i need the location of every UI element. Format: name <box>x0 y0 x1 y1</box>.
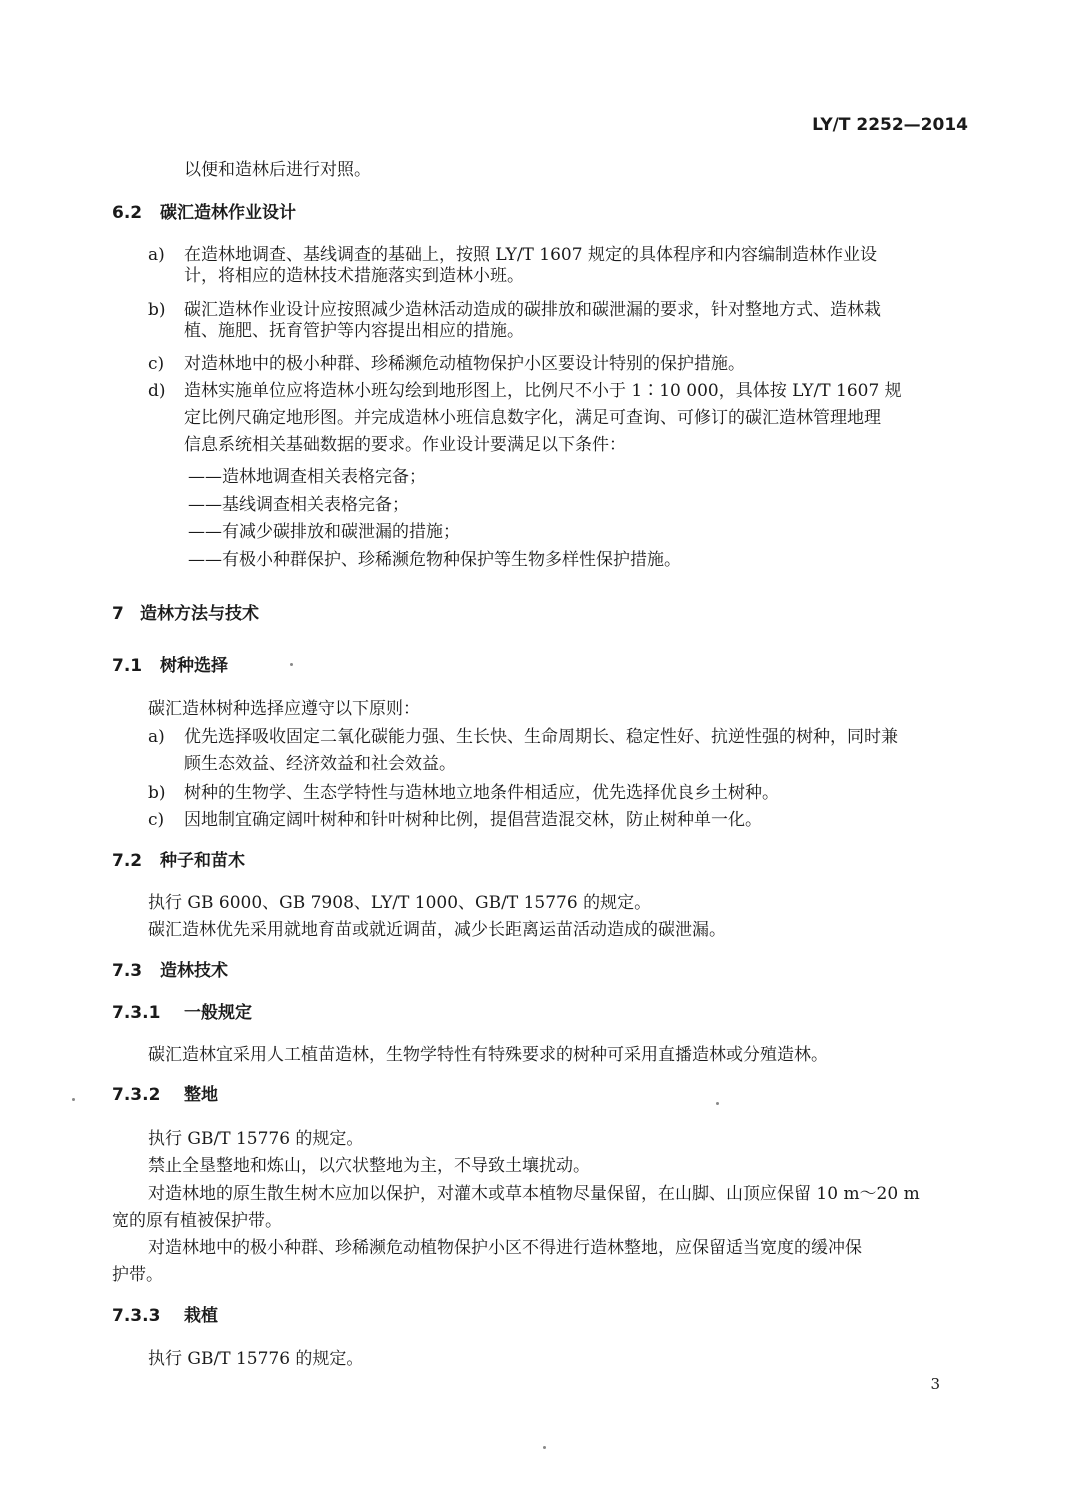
item-label: d) <box>148 381 166 401</box>
item-label: c) <box>148 354 165 374</box>
dash-item: ——造林地调查相关表格完备； <box>188 467 426 487</box>
paragraph: 执行 GB 6000、GB 7908、LY/T 1000、GB/T 15776 的规定。 <box>148 893 652 913</box>
section-number: 7.3.3 <box>112 1306 161 1326</box>
paragraph: 对造林地的原生散生树木应加以保护，对灌木或草本植物尽量保留，在山脚、山顶应保留 10 m～20 m <box>148 1184 920 1204</box>
section-heading-7-1 <box>112 656 228 677</box>
paragraph: 碳汇造林树种选择应遵守以下原则： <box>148 699 420 719</box>
section-heading-7-2 <box>112 851 245 872</box>
section-number: 7.1 <box>112 656 143 676</box>
section-title: 造林技术 <box>160 961 228 981</box>
paragraph: 碳汇造林宜采用人工植苗造林，生物学特性有特殊要求的树种可采用直播造林或分殖造林。 <box>148 1045 828 1065</box>
section-title: 碳汇造林作业设计 <box>160 203 296 223</box>
item-line: 计，将相应的造林技术措施落实到造林小班。 <box>184 266 524 286</box>
item-line: 植、施肥、抚育管护等内容提出相应的措施。 <box>184 321 524 341</box>
scan-speck <box>290 663 293 666</box>
scan-speck <box>72 1098 75 1101</box>
scan-speck <box>543 1446 546 1449</box>
item-line: 造林实施单位应将造林小班勾绘到地形图上，比例尺不小于 1∶10 000，具体按 LY/T 1607 规 <box>184 381 902 401</box>
item-line: 因地制宜确定阔叶树种和针叶树种比例，提倡营造混交林，防止树种单一化。 <box>184 810 762 830</box>
item-label: b) <box>148 300 166 320</box>
section-title: 一般规定 <box>184 1003 252 1023</box>
standard-number: LY/T 2252—2014 <box>812 115 968 135</box>
scan-speck <box>716 1102 719 1105</box>
paragraph: 护带。 <box>112 1265 163 1285</box>
continuation-line: 以便和造林后进行对照。 <box>184 160 371 180</box>
section-title: 整地 <box>184 1085 218 1105</box>
item-label: c) <box>148 810 165 830</box>
item-text <box>184 245 974 287</box>
section-number: 7.3.2 <box>112 1085 161 1105</box>
item-text <box>184 381 974 456</box>
item-line: 优先选择吸收固定二氧化碳能力强、生长快、生命周期长、稳定性好、抗逆性强的树种，同时兼 <box>184 727 898 747</box>
section-heading-6-2 <box>112 203 296 224</box>
item-line: 对造林地中的极小种群、珍稀濒危动植物保护小区要设计特别的保护措施。 <box>184 354 745 374</box>
item-label: b) <box>148 783 166 803</box>
paragraph: 执行 GB/T 15776 的规定。 <box>148 1129 364 1149</box>
section-number: 7 <box>112 604 124 624</box>
item-text <box>184 300 974 342</box>
section-number: 6.2 <box>112 203 143 223</box>
section-heading-7 <box>112 604 259 625</box>
paragraph: 碳汇造林优先采用就地育苗或就近调苗，减少长距离运苗活动造成的碳泄漏。 <box>148 920 726 940</box>
item-line: 定比例尺确定地形图。并完成造林小班信息数字化，满足可查询、可修订的碳汇造林管理地理 <box>184 408 881 428</box>
item-line: 信息系统相关基础数据的要求。作业设计要满足以下条件： <box>184 435 626 455</box>
section-heading-7-3-2 <box>112 1085 218 1106</box>
item-label: a) <box>148 727 165 747</box>
section-number: 7.2 <box>112 851 143 871</box>
item-line: 顾生态效益、经济效益和社会效益。 <box>184 754 456 774</box>
section-heading-7-3-1 <box>112 1003 252 1024</box>
section-title: 种子和苗木 <box>160 851 245 871</box>
item-line: 碳汇造林作业设计应按照减少造林活动造成的碳排放和碳泄漏的要求，针对整地方式、造林栽 <box>184 300 881 320</box>
dash-item: ——有极小种群保护、珍稀濒危物种保护等生物多样性保护措施。 <box>188 550 681 570</box>
dash-item: ——基线调查相关表格完备； <box>188 495 409 515</box>
item-line: 在造林地调查、基线调查的基础上，按照 LY/T 1607 规定的具体程序和内容编制造林作业设 <box>184 245 877 265</box>
page-number: 3 <box>930 1375 940 1393</box>
section-number: 7.3.1 <box>112 1003 161 1023</box>
dash-item: ——有减少碳排放和碳泄漏的措施； <box>188 522 460 542</box>
section-heading-7-3 <box>112 961 228 982</box>
item-line: 树种的生物学、生态学特性与造林地立地条件相适应，优先选择优良乡土树种。 <box>184 783 779 803</box>
paragraph: 执行 GB/T 15776 的规定。 <box>148 1349 364 1369</box>
item-label: a) <box>148 245 165 265</box>
item-text <box>184 727 974 775</box>
paragraph: 禁止全垦整地和炼山，以穴状整地为主，不导致土壤扰动。 <box>148 1156 590 1176</box>
paragraph: 宽的原有植被保护带。 <box>112 1211 282 1231</box>
section-title: 造林方法与技术 <box>140 604 259 624</box>
section-title: 栽植 <box>184 1306 218 1326</box>
section-number: 7.3 <box>112 961 143 981</box>
section-title: 树种选择 <box>160 656 228 676</box>
section-heading-7-3-3 <box>112 1306 218 1327</box>
paragraph: 对造林地中的极小种群、珍稀濒危动植物保护小区不得进行造林整地，应保留适当宽度的缓冲保 <box>148 1238 862 1258</box>
